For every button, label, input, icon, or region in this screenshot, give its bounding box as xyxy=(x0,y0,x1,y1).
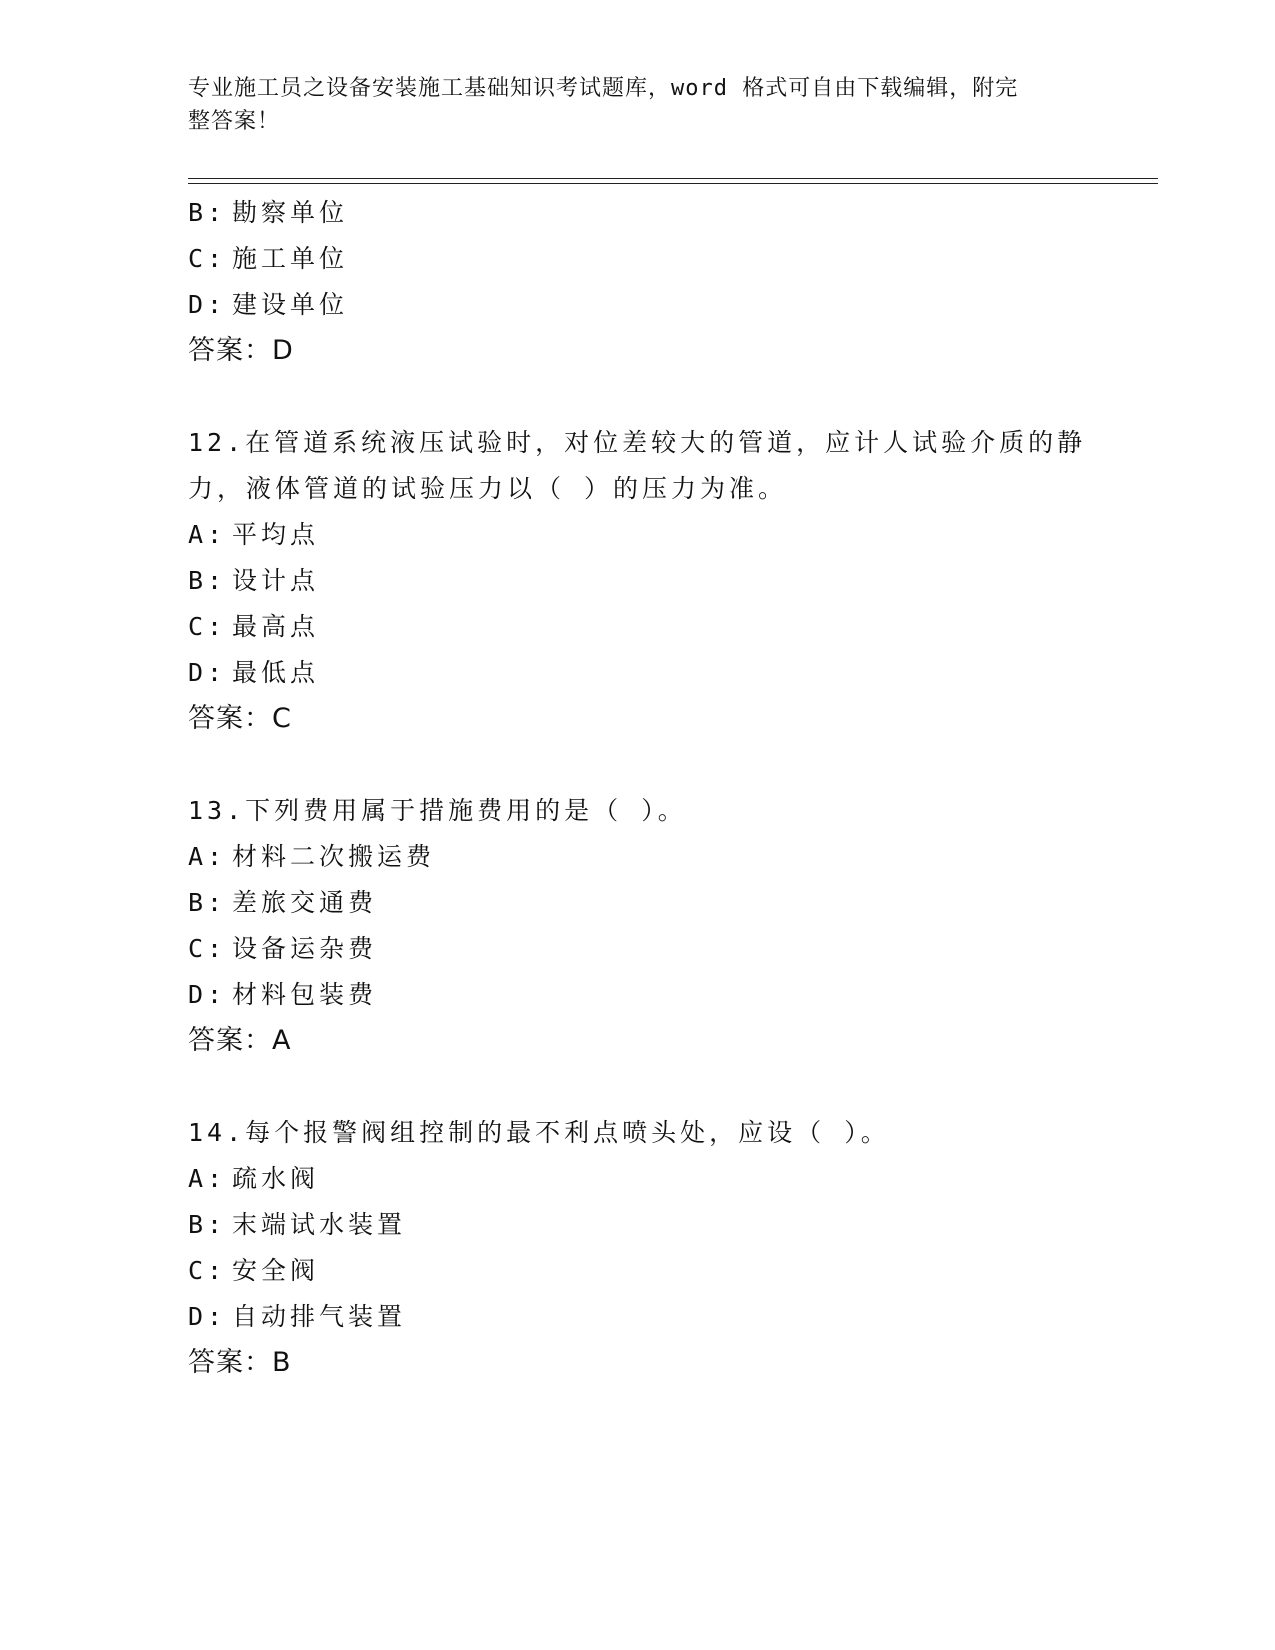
spacer xyxy=(188,374,1088,420)
header-divider-bottom xyxy=(188,183,1158,184)
option-d: D: 自动排气装置 xyxy=(188,1302,407,1331)
question-11-continued xyxy=(188,190,1088,374)
header-line-1: 专业施工员之设备安装施工基础知识考试题库，word 格式可自由下载编辑，附完 xyxy=(188,76,1019,101)
option-a: A: 疏水阀 xyxy=(188,1164,320,1193)
spacer xyxy=(188,1064,1088,1110)
option-c: C: 安全阀 xyxy=(188,1256,320,1285)
option-c: C: 设备运杂费 xyxy=(188,934,378,963)
option-d: D: 最低点 xyxy=(188,658,320,687)
header-line-2: 整答案！ xyxy=(188,109,281,134)
question-13 xyxy=(188,788,1088,1064)
answer-line: 答案：B xyxy=(188,1347,292,1378)
answer-line: 答案：D xyxy=(188,335,294,366)
option-c: C: 最高点 xyxy=(188,612,320,641)
spacer xyxy=(188,742,1088,788)
question-text-line-2: 力，液体管道的试验压力以（ ）的压力为准。 xyxy=(188,474,788,503)
option-d: D: 建设单位 xyxy=(188,290,349,319)
option-b: B: 勘察单位 xyxy=(188,198,349,227)
answer-line: 答案：C xyxy=(188,703,292,734)
question-text-line-1: 14.每个报警阀组控制的最不利点喷头处，应设（ ）。 xyxy=(188,1118,890,1147)
option-d: D: 材料包装费 xyxy=(188,980,378,1009)
option-b: B: 末端试水装置 xyxy=(188,1210,407,1239)
question-14 xyxy=(188,1110,1088,1386)
option-a: A: 材料二次搬运费 xyxy=(188,842,436,871)
document-header xyxy=(188,72,1068,138)
question-list xyxy=(188,190,1088,1386)
question-text-line-1: 12.在管道系统液压试验时，对位差较大的管道，应计人试验介质的静 xyxy=(188,428,1087,457)
question-12 xyxy=(188,420,1088,742)
option-b: B: 设计点 xyxy=(188,566,320,595)
option-c: C: 施工单位 xyxy=(188,244,349,273)
option-b: B: 差旅交通费 xyxy=(188,888,378,917)
option-a: A: 平均点 xyxy=(188,520,320,549)
header-divider-top xyxy=(188,178,1158,179)
answer-line: 答案：A xyxy=(188,1025,292,1056)
question-text-line-1: 13.下列费用属于措施费用的是（ ）。 xyxy=(188,796,687,825)
